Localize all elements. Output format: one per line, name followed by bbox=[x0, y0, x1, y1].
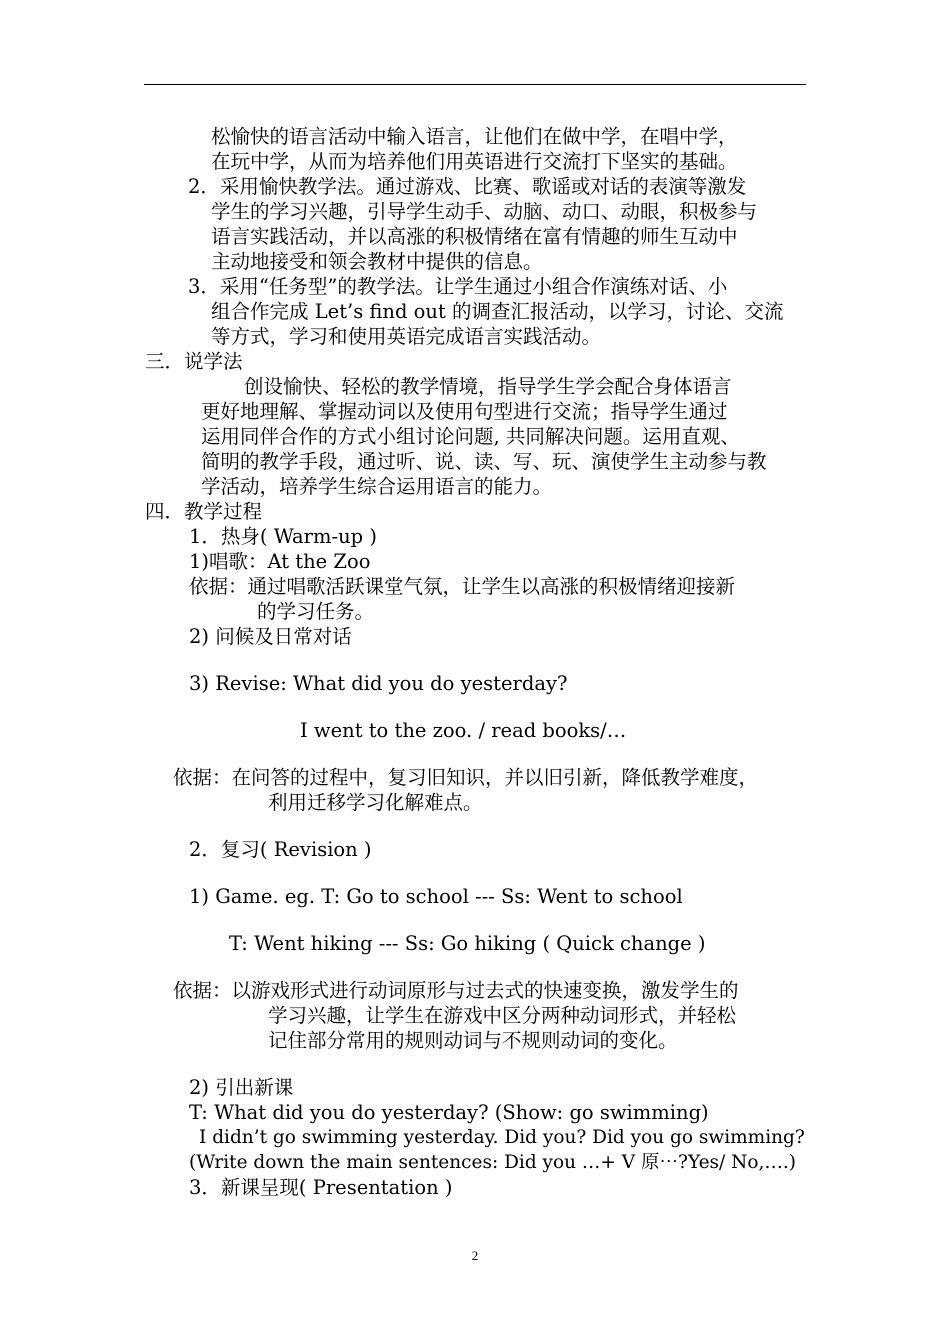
text-line: 1)唱歌：At the Zoo bbox=[189, 550, 371, 573]
text-line: 依据：以游戏形式进行动词原形与过去式的快速变换，激发学生的 bbox=[173, 979, 739, 1002]
text-line: T: What did you do yesterday? (Show: go swimming) bbox=[189, 1101, 709, 1124]
text-line: 运用同伴合作的方式小组讨论问题, 共同解决问题。运用直观、 bbox=[201, 425, 740, 448]
text-line: 利用迁移学习化解难点。 bbox=[268, 791, 483, 814]
subsection-heading: 2．复习( Revision ) bbox=[189, 838, 372, 861]
text-line: 2) 问候及日常对话 bbox=[189, 625, 352, 648]
text-line: 记住部分常用的规则动词与不规则动词的变化。 bbox=[268, 1029, 678, 1052]
page-number: 2 bbox=[471, 1248, 479, 1263]
text-line: 依据：在问答的过程中，复习旧知识，并以旧引新，降低教学难度， bbox=[173, 766, 759, 789]
text-line: I didn’t go swimming yesterday. Did you? Did you go swimming? bbox=[199, 1127, 805, 1148]
text-line: 松愉快的语言活动中输入语言，让他们在做中学，在唱中学， bbox=[211, 125, 738, 148]
text-line: 语言实践活动，并以高涨的积极情绪在富有情趣的师生互动中 bbox=[211, 225, 738, 248]
text-line: (Write down the main sentences: Did you …+ V 原⋯?Yes/ No,….) bbox=[189, 1152, 796, 1173]
text-line: 创设愉快、轻松的教学情境，指导学生学会配合身体语言 bbox=[244, 375, 732, 398]
text-line: 1) Game. eg. T: Go to school --- Ss: Went to school bbox=[189, 885, 683, 908]
section-heading: 三．说学法 bbox=[145, 350, 243, 373]
section-heading: 四．教学过程 bbox=[145, 500, 263, 523]
text-line: 组合作完成 Let’s find out 的调查汇报活动，以学习，讨论、交流 bbox=[211, 300, 784, 323]
text-line: 学生的学习兴趣，引导学生动手、动脑、动口、动眼，积极参与 bbox=[211, 200, 758, 223]
text-line: 2．采用愉快教学法。通过游戏、比赛、歌谣或对话的表演等激发 bbox=[188, 175, 747, 198]
text-line: 更好地理解、掌握动词以及使用句型进行交流；指导学生通过 bbox=[201, 400, 728, 423]
subsection-heading: 1．热身( Warm-up ) bbox=[189, 525, 377, 548]
text-line: 主动地接受和领会教材中提供的信息。 bbox=[211, 250, 543, 273]
text-line: 在玩中学，从而为培养他们用英语进行交流打下坚实的基础。 bbox=[211, 150, 738, 173]
text-line: 等方式，学习和使用英语完成语言实践活动。 bbox=[211, 325, 602, 348]
text-line: T: Went hiking --- Ss: Go hiking ( Quick change ) bbox=[229, 932, 706, 955]
text-line: 简明的教学手段，通过听、说、读、写、玩、演使学生主动参与教 bbox=[201, 450, 767, 473]
text-line: 学习兴趣，让学生在游戏中区分两种动词形式，并轻松 bbox=[268, 1004, 737, 1027]
header-rule bbox=[144, 84, 806, 85]
text-line: 2) 引出新课 bbox=[189, 1076, 294, 1099]
text-line: 3) Revise: What did you do yesterday? bbox=[189, 672, 568, 695]
subsection-heading: 3．新课呈现( Presentation ) bbox=[189, 1176, 453, 1199]
text-line: 的学习任务。 bbox=[257, 600, 375, 623]
text-line: I went to the zoo. / read books/… bbox=[300, 719, 627, 742]
text-line: 依据：通过唱歌活跃课堂气氛，让学生以高涨的积极情绪迎接新 bbox=[189, 575, 736, 598]
text-line: 学活动，培养学生综合运用语言的能力。 bbox=[201, 475, 553, 498]
text-line: 3．采用“任务型”的教学法。让学生通过小组合作演练对话、小 bbox=[188, 275, 728, 298]
